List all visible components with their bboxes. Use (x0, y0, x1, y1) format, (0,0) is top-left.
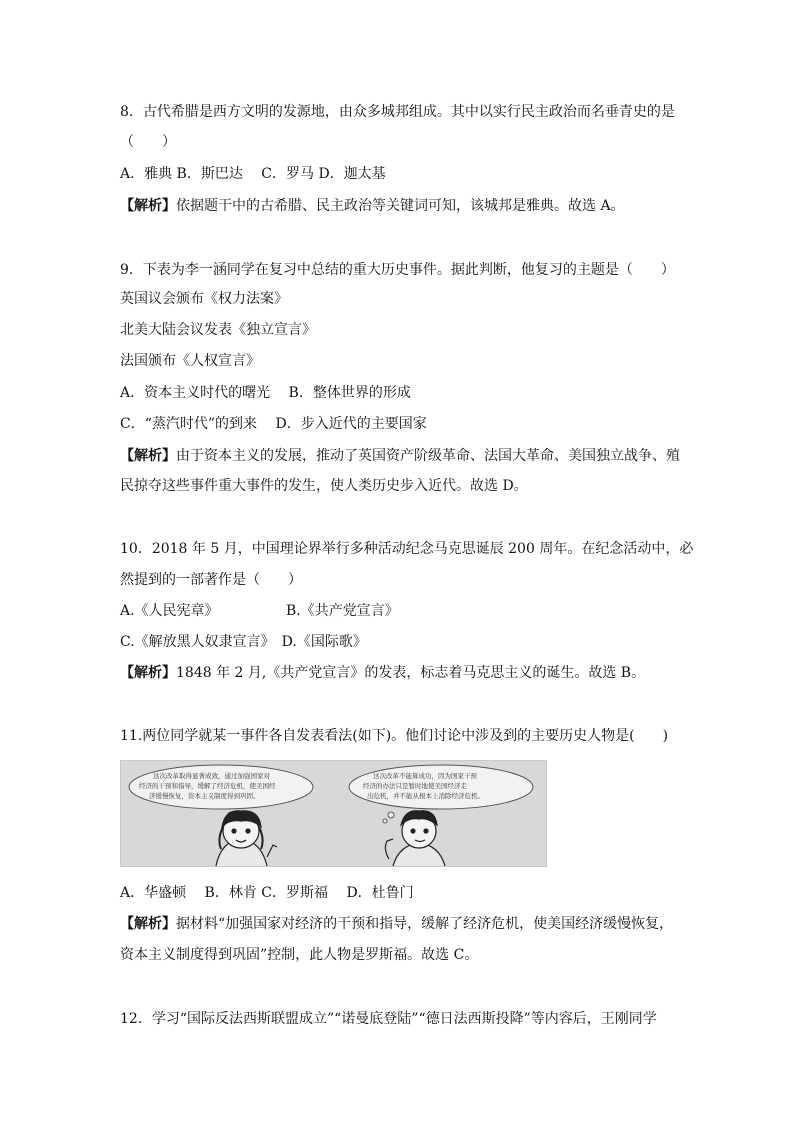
boy-figure (385, 811, 445, 866)
left-bubble-line-2: 经济的干预和指导，缓解了经济危机，使美国经 (139, 782, 276, 790)
q11-stem: 11.两位同学就某一事件各自发表看法(如下)。他们讨论中涉及到的主要历史人物是( ) (120, 728, 669, 744)
analysis-tag: 【解析】 (120, 448, 176, 464)
analysis-text: 据材料“加强国家对经济的干预和指导，缓解了经济危机，使美国经济缓慢恢复， (176, 916, 674, 932)
right-bubble-line-3: 出危机，并不能从根本上消除经济危机。 (367, 792, 484, 800)
right-bubble-line-2: 经济的办法只是暂时地使美国经济走 (363, 782, 467, 790)
girl-figure (216, 811, 277, 866)
q8-stem: 8．古代希腊是西方文明的发源地，由众多城邦组成。其中以实行民主政治而名垂青史的是 (120, 104, 675, 120)
q8-stem-blank: （ ） (120, 134, 176, 150)
q10-stem-cont: 然提到的一部著作是（ ） (120, 572, 302, 588)
q9-event-2: 北美大陆会议发表《独立宣言》 (120, 322, 316, 338)
left-bubble-line-1: 这次改革取得显著成效，通过加强国家对 (153, 772, 270, 780)
q9-analysis (120, 446, 680, 466)
left-bubble-line-3: 济缓慢恢复，资本主义制度得到巩固。 (149, 792, 260, 800)
q10-stem: 10．2018 年 5 月，中国理论界举行多种活动纪念马克思诞辰 200 周年。在纪念活动中，必 (120, 541, 694, 557)
q11-options: A．华盛顿 B．林肯 C．罗斯福 D．杜鲁门 (120, 885, 414, 901)
q9-options-1: A．资本主义时代的曙光 B．整体世界的形成 (120, 385, 411, 401)
analysis-text: 依据题干中的古希腊、民主政治等关键词可知，该城邦是雅典。故选 A。 (176, 198, 625, 214)
analysis-text: 1848 年 2 月,《共产党宣言》的发表，标志着马克思主义的诞生。故选 B。 (176, 665, 646, 681)
analysis-tag: 【解析】 (120, 665, 176, 681)
q9-options-2: C．“蒸汽时代”的到来 D．步入近代的主要国家 (120, 416, 427, 432)
analysis-text: 由于资本主义的发展，推动了英国资产阶级革命、法国大革命、美国独立战争、殖 (176, 448, 680, 464)
q9-event-3: 法国颁布《人权宣言》 (120, 353, 260, 369)
q9-event-1: 英国议会颁布《权力法案》 (120, 291, 288, 307)
q11-analysis-cont: 资本主义制度得到巩固”控制，此人物是罗斯福。故选 C。 (120, 947, 479, 963)
q12-stem: 12．学习“国际反法西斯联盟成立”“诺曼底登陆”“德日法西斯投降”等内容后，王刚同学 (120, 1011, 657, 1027)
q8-options: A．雅典 B．斯巴达 C．罗马 D．迦太基 (120, 166, 386, 182)
q9-stem: 9．下表为李一涵同学在复习中总结的重大历史事件。据此判断，他复习的主题是（ ） (120, 262, 675, 278)
q11-analysis (120, 914, 673, 934)
q10-analysis (120, 663, 645, 683)
right-bubble-line-1: 这次改革不能算成功，因为国家干预 (373, 772, 477, 780)
analysis-tag: 【解析】 (120, 916, 176, 932)
analysis-tag: 【解析】 (120, 198, 176, 214)
cartoon-image (120, 760, 547, 867)
q10-options-2: C.《解放黑人奴隶宣言》 D.《国际歌》 (120, 634, 367, 650)
q9-analysis-cont: 民掠夺这些事件重大事件的发生，使人类历史步入近代。故选 D。 (120, 478, 528, 494)
q10-options-1: A.《人民宪章》 B.《共产党宣言》 (120, 603, 399, 619)
q8-analysis (120, 196, 625, 216)
